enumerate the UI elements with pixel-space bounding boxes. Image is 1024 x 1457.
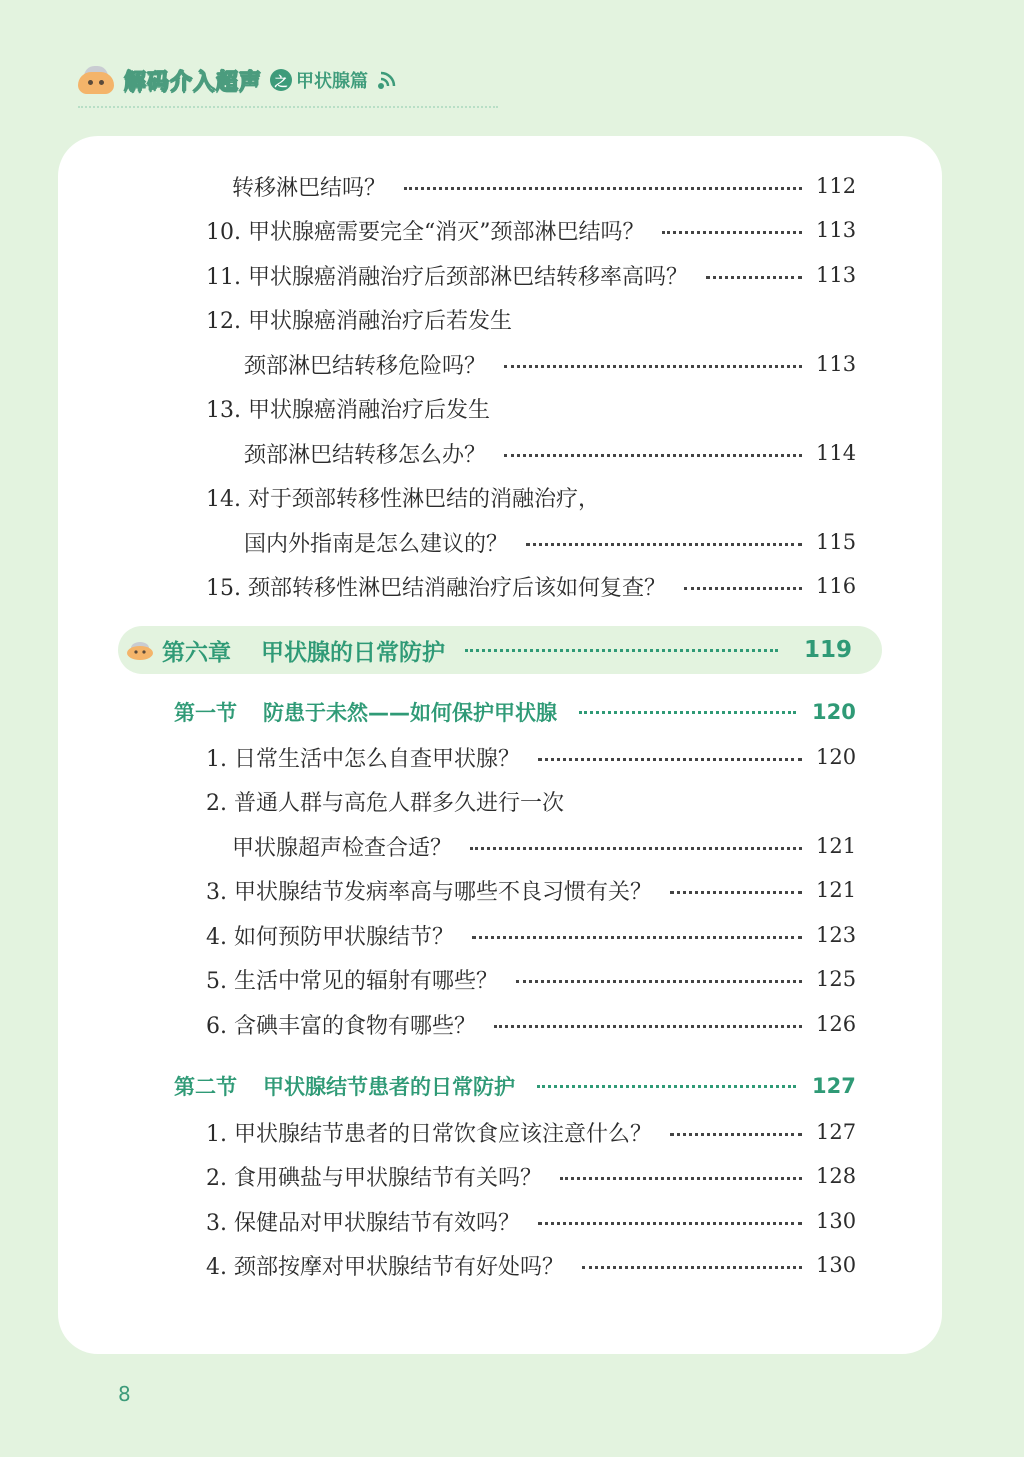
toc-entry[interactable] <box>206 959 857 999</box>
series-header <box>78 58 398 102</box>
toc-entry-page: 123 <box>816 923 857 947</box>
dot-leader <box>504 454 802 457</box>
toc-entry-line1[interactable] <box>206 781 852 821</box>
dot-leader <box>526 543 802 546</box>
chapter-label: 第六章 <box>162 639 231 666</box>
toc-entry[interactable] <box>206 210 857 250</box>
section-title: 防患于未然——如何保护甲状腺 <box>263 701 557 725</box>
dot-leader <box>670 1133 802 1136</box>
toc-entry-page: 130 <box>816 1209 857 1233</box>
toc-entry-page: 127 <box>816 1120 857 1144</box>
section-page: 120 <box>812 700 856 724</box>
toc-entry[interactable] <box>206 255 857 295</box>
header-divider <box>78 106 498 108</box>
dot-leader <box>706 276 802 279</box>
dot-leader <box>537 1085 796 1088</box>
dot-leader <box>472 936 802 939</box>
toc-entry[interactable] <box>206 915 857 955</box>
toc-entry[interactable] <box>206 870 857 910</box>
toc-entry-text: 10. 甲状腺癌需要完全“消灭”颈部淋巴结吗？ <box>206 219 645 245</box>
toc-entry-page: 115 <box>816 530 857 554</box>
toc-entry[interactable] <box>206 1004 857 1044</box>
dot-leader <box>538 1222 802 1225</box>
toc-entry-text: 甲状腺超声检查合适？ <box>232 835 453 861</box>
toc-entry-text: 2. 普通人群与高危人群多久进行一次 <box>206 790 564 816</box>
dot-leader <box>470 847 802 850</box>
toc-entry[interactable] <box>206 1156 857 1196</box>
toc-entry-page: 113 <box>816 218 857 242</box>
turtle-icon <box>126 640 154 660</box>
dot-leader <box>538 758 802 761</box>
toc-entry-text: 颈部淋巴结转移危险吗？ <box>244 353 487 379</box>
toc-entry-line1[interactable] <box>206 477 852 517</box>
chapter-heading[interactable] <box>118 626 882 674</box>
signal-wave-icon <box>376 69 398 91</box>
toc-entry-line1[interactable] <box>206 299 852 339</box>
toc-entry[interactable] <box>206 566 857 606</box>
toc-entry-text: 3. 甲状腺结节发病率高与哪些不良习惯有关？ <box>206 879 652 905</box>
toc-entry-text: 13. 甲状腺癌消融治疗后发生 <box>206 397 490 423</box>
toc-entry-text: 6. 含碘丰富的食物有哪些？ <box>206 1013 476 1039</box>
toc-card <box>58 136 942 1354</box>
sub-title: 甲状腺篇 <box>296 71 369 92</box>
chapter-title: 甲状腺的日常防护 <box>261 639 445 666</box>
dot-leader <box>582 1266 802 1269</box>
dot-leader <box>684 587 802 590</box>
toc-entry-page: 112 <box>816 174 857 198</box>
chapter-page: 119 <box>803 637 852 663</box>
toc-entry-page: 113 <box>816 352 857 376</box>
toc-entry-page: 121 <box>816 878 857 902</box>
toc-entry[interactable] <box>206 1112 857 1152</box>
toc-entry-page: 120 <box>816 745 857 769</box>
toc-entry-text: 颈部淋巴结转移怎么办？ <box>244 442 487 468</box>
dot-leader <box>504 365 802 368</box>
toc-entry-page: 113 <box>816 263 857 287</box>
dot-leader <box>662 231 802 234</box>
section-heading[interactable] <box>174 692 856 732</box>
toc-entry-text: 11. 甲状腺癌消融治疗后颈部淋巴结转移率高吗？ <box>206 264 688 290</box>
toc-entry-text: 3. 保健品对甲状腺结节有效吗？ <box>206 1210 520 1236</box>
toc-entry-text: 1. 日常生活中怎么自查甲状腺？ <box>206 746 520 772</box>
section-title: 甲状腺结节患者的日常防护 <box>263 1075 515 1099</box>
toc-entry[interactable] <box>206 737 857 777</box>
section-page: 127 <box>812 1074 856 1098</box>
toc-entry-page: 116 <box>816 574 857 598</box>
toc-entry-page: 121 <box>816 834 857 858</box>
toc-entry-text: 4. 如何预防甲状腺结节？ <box>206 924 454 950</box>
dot-leader <box>670 891 802 894</box>
section-label: 第一节 <box>174 701 237 725</box>
toc-entry-text: 12. 甲状腺癌消融治疗后若发生 <box>206 308 512 334</box>
toc-entry[interactable] <box>232 826 857 866</box>
toc-entry-text: 15. 颈部转移性淋巴结消融治疗后该如何复查？ <box>206 575 666 601</box>
dot-leader <box>579 711 796 714</box>
page-number: 8 <box>118 1382 131 1406</box>
toc-entry-line1[interactable] <box>206 388 852 428</box>
toc-entry-text: 5. 生活中常见的辐射有哪些？ <box>206 968 498 994</box>
turtle-logo-icon <box>78 62 114 98</box>
series-title: 解码介入超声 <box>124 69 263 95</box>
toc-entry-text: 2. 食用碘盐与甲状腺结节有关吗？ <box>206 1165 542 1191</box>
toc-entry-text: 1. 甲状腺结节患者的日常饮食应该注意什么？ <box>206 1121 652 1147</box>
section-heading[interactable] <box>174 1066 856 1106</box>
dot-leader <box>465 649 778 652</box>
toc-entry-page: 128 <box>816 1164 857 1188</box>
connector-badge: 之 <box>270 69 292 91</box>
dot-leader <box>560 1177 802 1180</box>
toc-entry[interactable] <box>244 522 857 562</box>
dot-leader <box>494 1025 802 1028</box>
toc-entry[interactable] <box>206 1201 857 1241</box>
toc-entry-text: 国内外指南是怎么建议的？ <box>244 531 509 557</box>
toc-entry-text: 转移淋巴结吗？ <box>232 175 387 201</box>
toc-entry[interactable] <box>232 166 857 206</box>
toc-entry-page: 114 <box>816 441 857 465</box>
toc-entry-page: 130 <box>816 1253 857 1277</box>
toc-entry-text: 14. 对于颈部转移性淋巴结的消融治疗， <box>206 486 600 512</box>
toc-entry[interactable] <box>206 1245 857 1285</box>
toc-entry-page: 126 <box>816 1012 857 1036</box>
section-label: 第二节 <box>174 1075 237 1099</box>
toc-entry-text: 4. 颈部按摩对甲状腺结节有好处吗？ <box>206 1254 564 1280</box>
toc-entry[interactable] <box>244 433 857 473</box>
dot-leader <box>404 187 802 190</box>
dot-leader <box>516 980 802 983</box>
toc-entry-page: 125 <box>816 967 857 991</box>
toc-entry[interactable] <box>244 344 857 384</box>
